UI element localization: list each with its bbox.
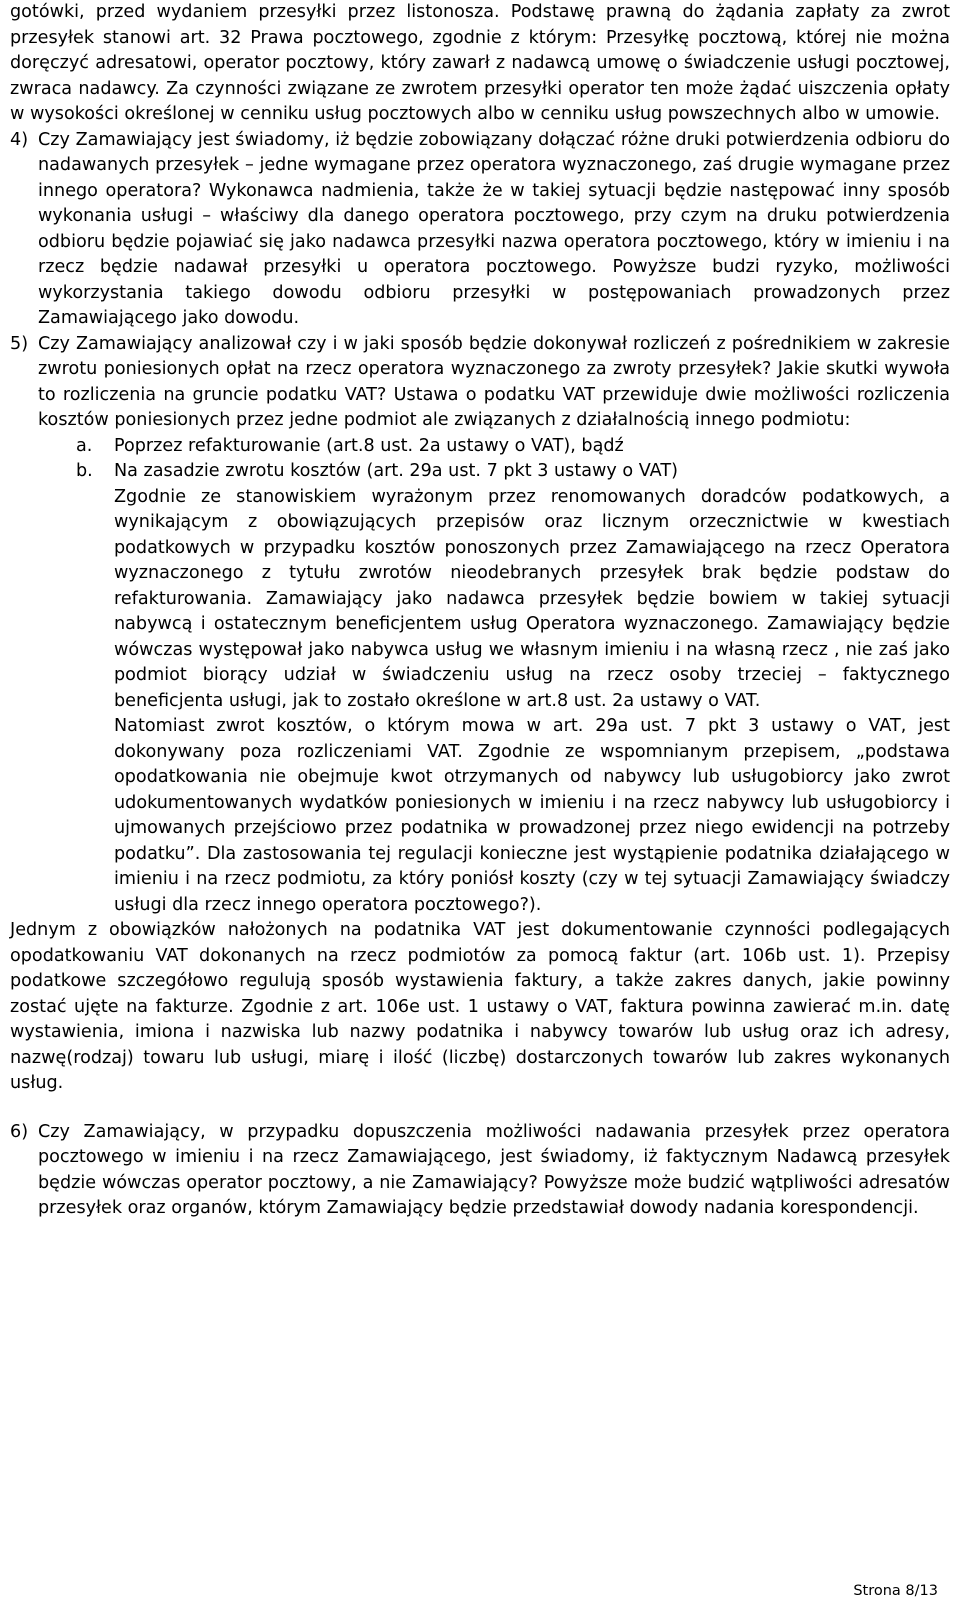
- question-4-text: Czy Zamawiający jest świadomy, iż będzie zobowiązany dołączać różne druki potwierdzenia odbioru do nadawanych przesyłek – jedne wymagane przez operatora wyznaczonego, zaś drugie wymagane przez innego operatora? Wykonawca nadmienia, także że w takiej sytuacji będzie następować inny sposób wykonania usługi – właściwy dla danego operatora pocztowego, przy czym na druku potwierdzenia odbioru będzie pojawiać się jako nadawca przesyłki nazwa operatora pocztowego, który w imieniu i na rzecz będzie nadawał przesyłki u operatora pocztowego. Powyższe budzi ryzyko, możliwości wykorzystania takiego dowodu odbioru przesyłki w postępowaniach prowadzonych przez Zamawiającego jako dowodu.: [38, 129, 950, 328]
- question-4-number: 4): [10, 129, 29, 150]
- question-5-body: [38, 332, 950, 919]
- invoice-paragraph: Jednym z obowiązków nałożonych na podatnika VAT jest dokumentowanie czynności podlegających opodatkowaniu VAT dokonanych na rzecz podmiotów za pomocą faktur (art. 106b ust. 1). Przepisy podatkowe szczegółowo regulują sposób wystawienia faktury, a także zakres danych, jakie powinny zostać ujęte na fakturze. Zgodnie z art. 106e ust. 1 ustawy o VAT, faktura powinna zawierać m.in. datę wystawienia, imiona i nazwiska lub nazwy podatnika i nabywcy towarów lub usług oraz ich adresy, nazwę(rodzaj) towaru lub usługi, miarę i ilość (liczbę) dostarczonych towarów lub zakres wykonanych usług.: [10, 920, 950, 1093]
- option-b-paragraph-1: Zgodnie ze stanowiskiem wyrażonym przez renomowanych doradców podatkowych, a wynikającym z obowiązujących przepisów oraz licznym orzecznictwie w kwestiach podatkowych w przypadku kosztów ponoszonych przez Zamawiającego na rzecz Operatora wyznaczonego z tytułu zwrotów nieodebranych przesyłek brak będzie podstaw do refakturowania. Zamawiający jako nadawca przesyłek będzie bowiem w takiej sytuacji nabywcą i ostatecznym beneficjentem usług Operatora wyznaczonego. Zamawiający będzie wówczas występował jako nabywca usług we własnym imieniu i na własną rzecz , nie zaś jako podmiot biorący udział w świadczeniu usług na rzecz osoby trzeciej – faktycznego beneficjenta usługi, jak to zostało określone w art.8 ust. 2a ustawy o VAT.: [114, 486, 950, 711]
- page-number: Strona 8/13: [853, 1583, 938, 1599]
- question-4: [10, 128, 950, 332]
- option-b-text: Na zasadzie zwrotu kosztów (art. 29a ust. 7 pkt 3 ustawy o VAT): [114, 461, 678, 481]
- option-b-paragraph-2: Natomiast zwrot kosztów, o którym mowa w art. 29a ust. 7 pkt 3 ustawy o VAT, jest dokonywany poza rozliczeniami VAT. Zgodnie ze wspomnianym przepisem, „podstawa opodatkowania nie obejmuje kwot otrzymanych od nabywcy lub usługobiorcy jako zwrot udokumentowanych wydatków poniesionych w imieniu i na rzecz nabywcy lub usługobiorcy i ujmowanych przejściowo przez podatnika w prowadzonej przez niego ewidencji na potrzeby podatku”. Dla zastosowania tej regulacji konieczne jest wystąpienie podatnika działającego w imieniu i na rzecz podmiotu, za który poniósł koszty (czy w tej sytuacji Zamawiający świadczy usługi dla rzecz innego operatora pocztowego?).: [114, 716, 950, 915]
- question-6-text: Czy Zamawiający, w przypadku dopuszczenia możliwości nadawania przesyłek przez operatora pocztowego w imieniu i na rzecz Zamawiającego, jest świadomy, iż faktycznym Nadawcą przesyłek będzie wówczas operator pocztowy, a nie Zamawiający? Powyższe może budzić wątpliwości adresatów przesyłek oraz organów, którym Zamawiający będzie przedstawiał dowody nadania korespondencji.: [38, 1121, 950, 1218]
- option-a-text: Poprzez refakturowanie (art.8 ust. 2a ustawy o VAT), bądź: [114, 435, 624, 456]
- intro-paragraph: gotówki, przed wydaniem przesyłki przez listonosza. Podstawę prawną do żądania zapłaty za zwrot przesyłek stanowi art. 32 Prawa pocztowego, zgodnie z którym: Przesyłkę pocztową, której nie można doręczyć adresatowi, operator pocztowy, który zawarł z nadawcą umowę o świadczenie usługi pocztowej, zwraca nadawcy. Za czynności związane ze zwrotem przesyłki operator ten może żądać uiszczenia opłaty w wysokości określonej w cenniku usług pocztowych albo w cenniku usług powszechnych albo w umowie.: [10, 2, 950, 124]
- option-b-letter: b.: [76, 461, 93, 481]
- question-5: [10, 332, 950, 919]
- question-6: [10, 1120, 950, 1222]
- question-5-number: 5): [10, 333, 29, 354]
- paragraph-spacer: [10, 1097, 950, 1120]
- question-5-option-a: [76, 434, 950, 460]
- question-6-number: 6): [10, 1121, 29, 1142]
- question-5-text: Czy Zamawiający analizował czy i w jaki sposób będzie dokonywał rozliczeń z pośrednikiem w zakresie zwrotu poniesionych opłat na rzecz operatora wyznaczonego za zwroty przesyłek? Jakie skutki wywoła to rozliczenia na gruncie podatku VAT? Ustawa o podatku VAT przewiduje dwie możliwości rozliczenia kosztów poniesionych przez jedne podmiot ale związanych z działalnością innego podmiotu:: [38, 333, 950, 430]
- document-page: [10, 0, 950, 1222]
- question-5-option-b: [76, 459, 950, 485]
- option-a-letter: a.: [76, 435, 93, 456]
